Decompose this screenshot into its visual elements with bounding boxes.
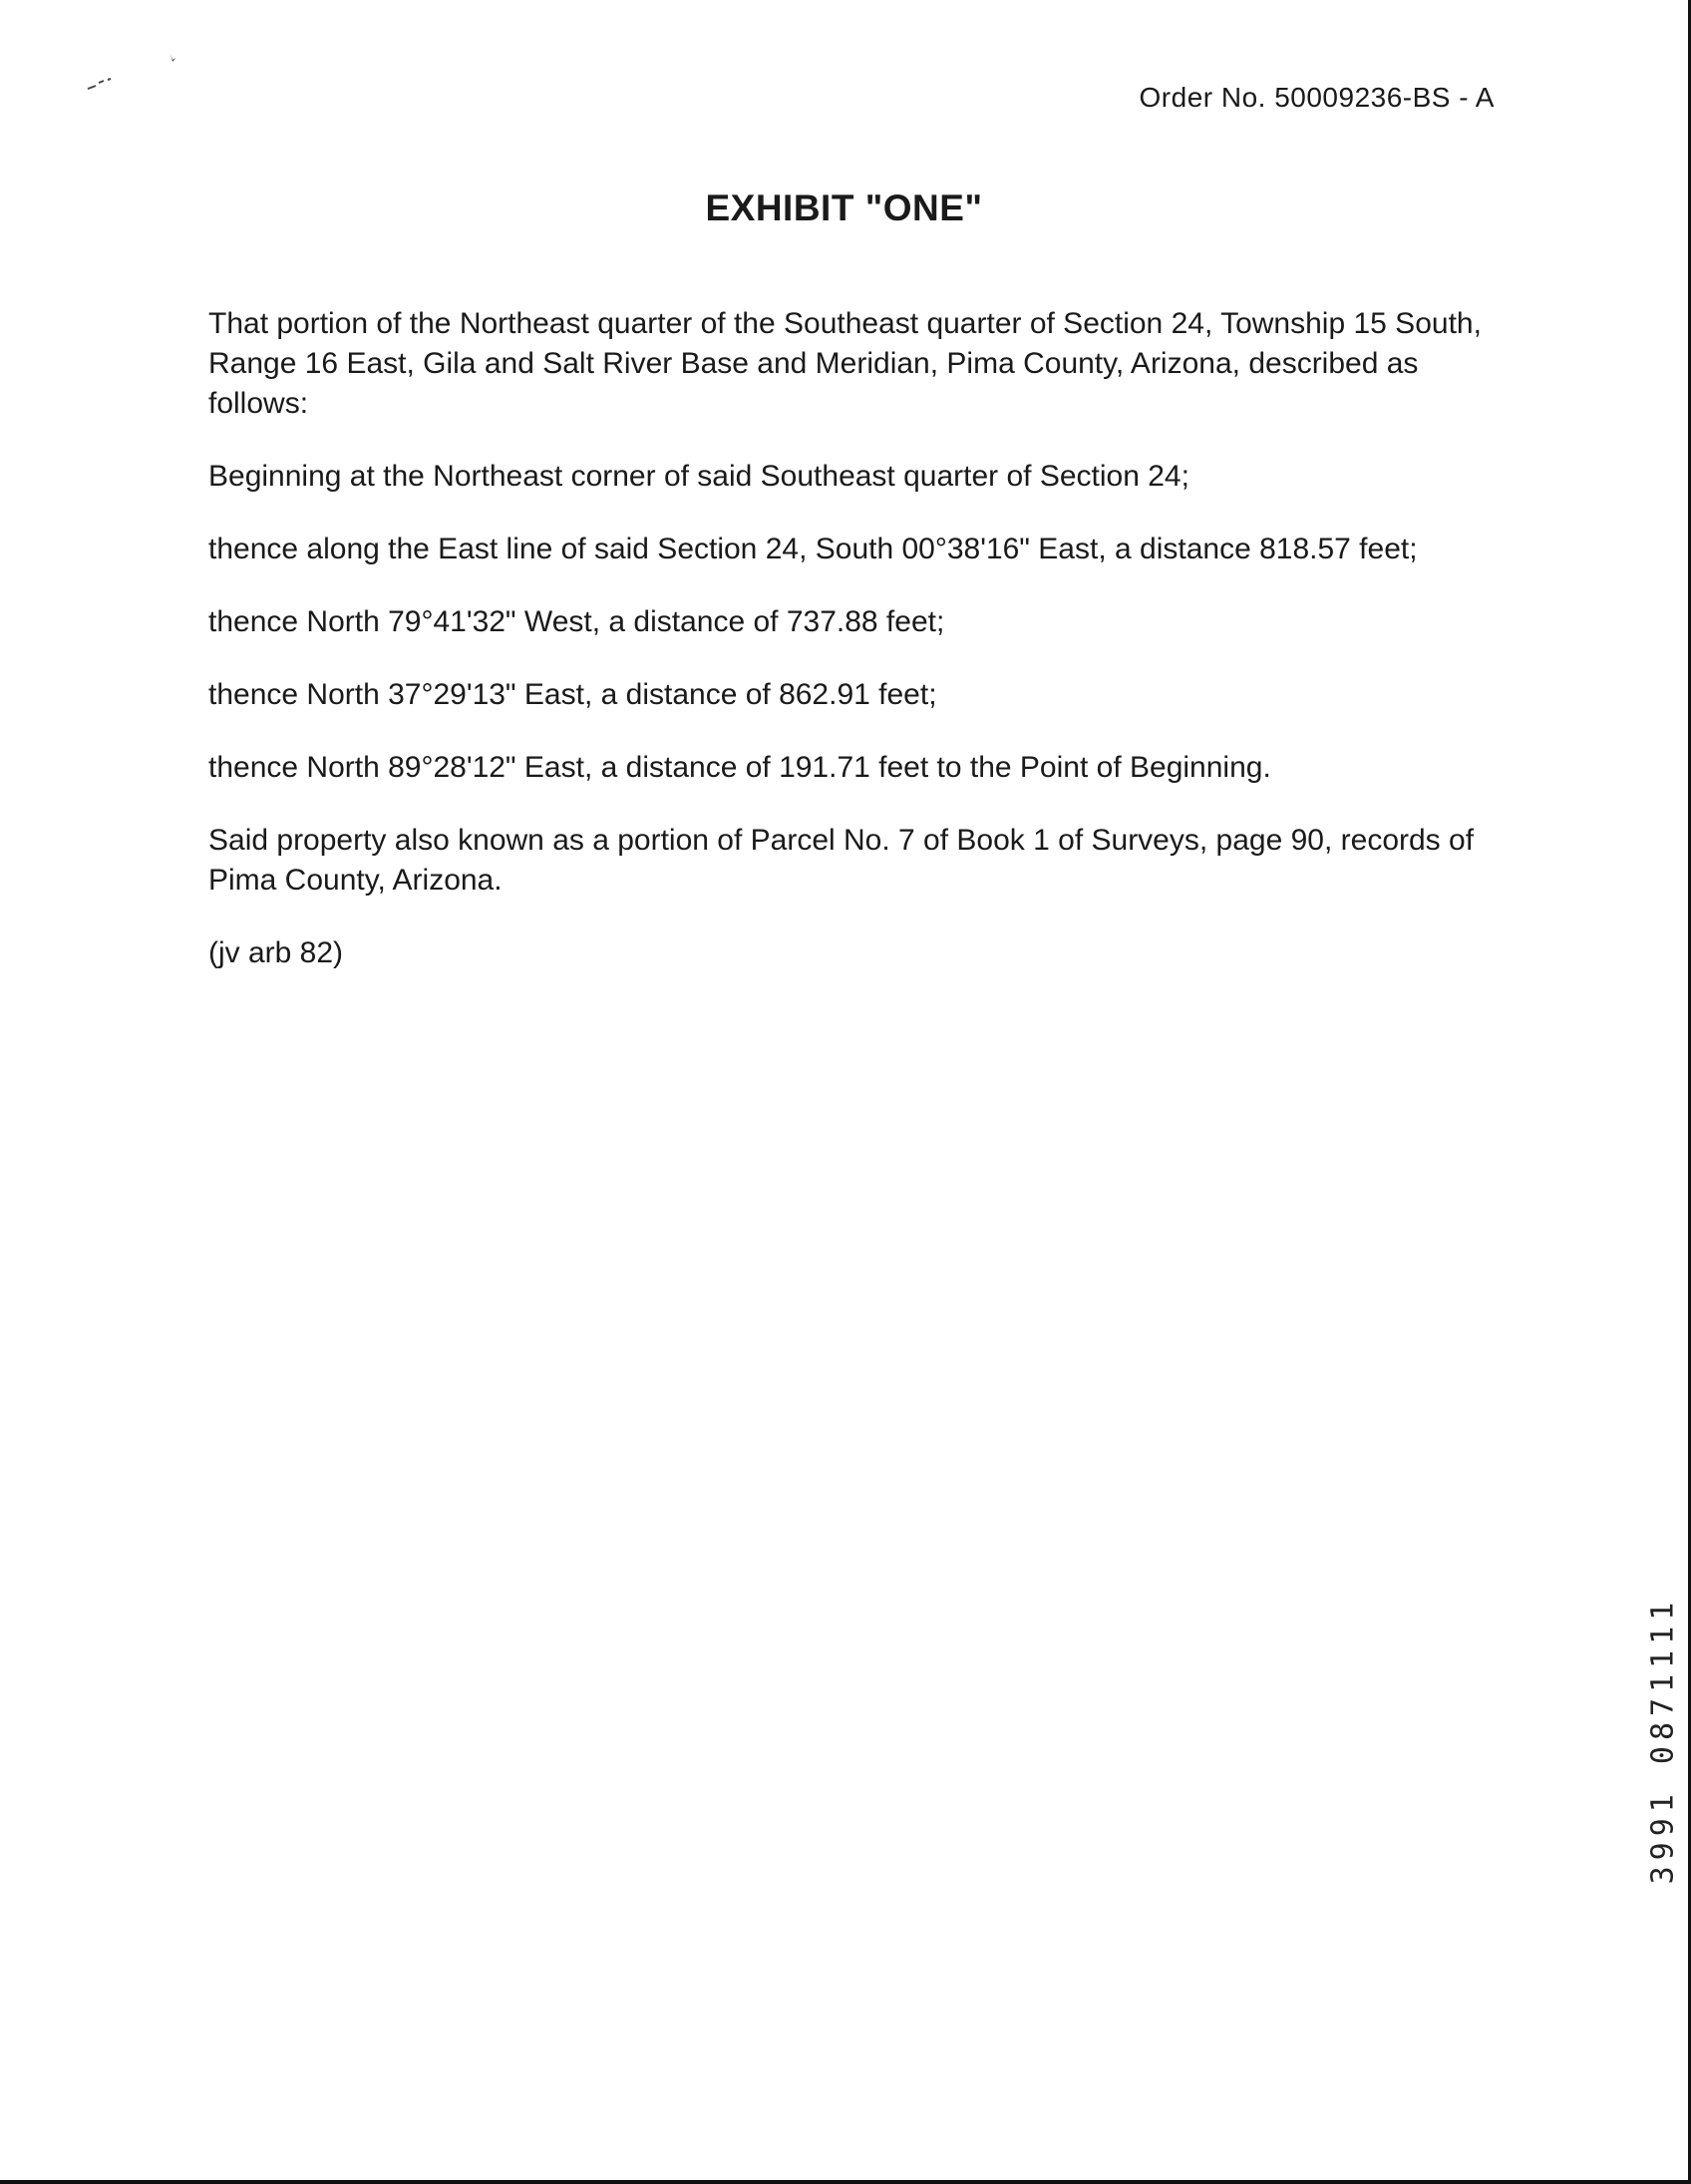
scan-specks — [0, 0, 199, 120]
reference-note: (jv arb 82) — [208, 936, 344, 969]
course-paragraph-4: thence North 89°28'12" East, a distance of 191.71 feet to the Point of Beginning. — [208, 751, 1271, 784]
intro-paragraph: That portion of the Northeast quarter of the Southeast quarter of Section 24, Township 15 South, Range 16 East, Gila and Salt River Base and Meridian, Pima County, Arizona, described as follows: — [208, 307, 1482, 420]
legal-description — [208, 304, 1500, 1006]
course-paragraph-2: thence North 79°41'32" West, a distance of 737.88 feet; — [208, 605, 945, 638]
page-title: EXHIBIT "ONE" — [705, 187, 983, 228]
parcel-paragraph: Said property also known as a portion of Parcel No. 7 of Book 1 of Surveys, page 90, records of Pima County, Arizona. — [208, 824, 1475, 897]
beginning-paragraph: Beginning at the Northeast corner of said Southeast quarter of Section 24; — [208, 460, 1189, 493]
course-paragraph-3: thence North 37°29'13" East, a distance of 862.91 feet; — [208, 678, 937, 711]
course-paragraph-1: thence along the East line of said Section 24, South 00°38'16" East, a distance 818.57 feet; — [208, 533, 1418, 565]
recording-stamp — [1643, 1576, 1683, 1905]
recording-stamp-number: 3991 0871111 — [1645, 1596, 1681, 1885]
order-number: Order No. 50009236-BS - A — [1139, 82, 1495, 113]
